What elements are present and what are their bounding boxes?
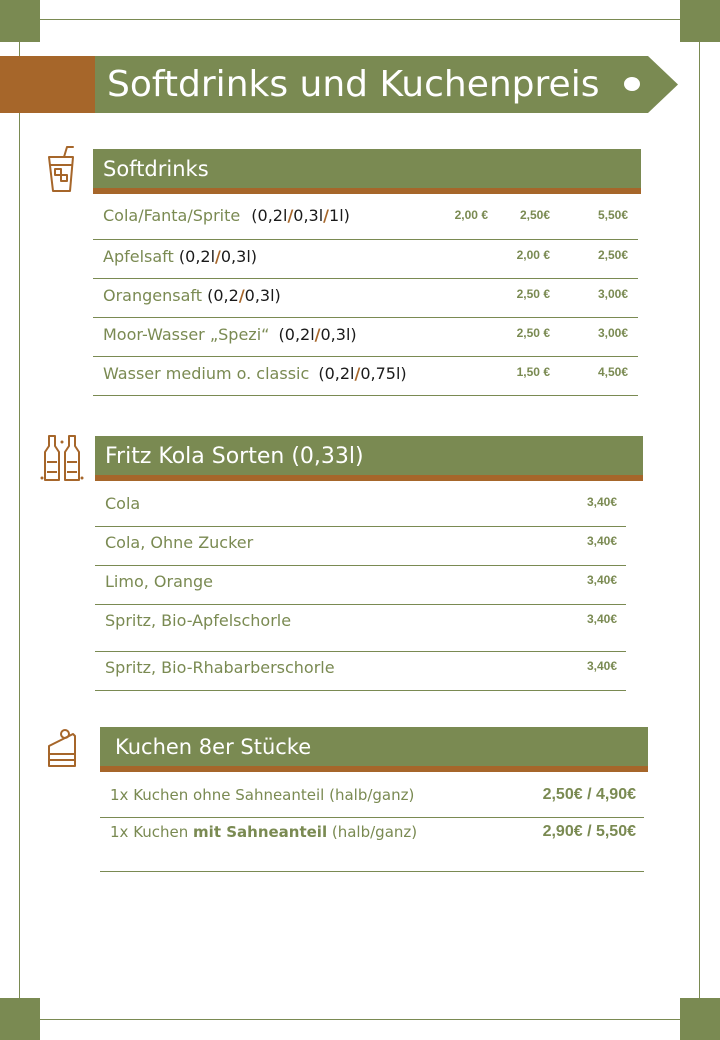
corner-bottom-left (0, 998, 40, 1040)
item-price: 3,40€ (586, 659, 617, 673)
item-name: Apfelsaft (103, 247, 174, 266)
fritz-header-bar (95, 475, 643, 481)
title-accent-block (0, 56, 95, 113)
item-sizes: (0,2l/0,3l/1l) (251, 206, 350, 225)
item-price: 2,50€ (519, 208, 550, 222)
drink-glass-icon (46, 145, 76, 195)
frame-right (699, 42, 700, 998)
size-separator: / (314, 325, 321, 344)
item-price: 2,50 € (516, 287, 550, 301)
item-sizes: (0,2l/0,3l) (278, 325, 357, 344)
item-price: 2,50 € (516, 326, 550, 340)
size-separator: / (287, 206, 294, 225)
frame-left (19, 42, 20, 998)
item-price: 3,40€ (586, 573, 617, 587)
item-name: Cola, Ohne Zucker (105, 533, 254, 552)
list-item (100, 772, 644, 818)
frame-bottom (40, 1019, 680, 1020)
title-banner (95, 56, 678, 113)
frame-top (40, 19, 680, 20)
item-price: 2,50€ / 4,90€ (542, 786, 636, 803)
item-price: 2,00 € (516, 248, 550, 262)
fritz-header (95, 436, 643, 475)
item-name: Moor-Wasser „Spezi“ (103, 325, 270, 344)
item-name: 1x Kuchen (110, 823, 194, 841)
item-name: Spritz, Bio-Apfelschorle (105, 611, 292, 630)
kuchen-header (100, 727, 648, 766)
corner-top-left (0, 0, 40, 42)
list-item (95, 483, 626, 527)
list-item (100, 817, 644, 872)
corner-bottom-right (680, 998, 720, 1040)
item-sizes: (0,2l/0,3l) (178, 247, 258, 266)
list-item (95, 565, 626, 605)
item-name: Cola/Fanta/Sprite (103, 206, 241, 225)
item-price: 2,50€ (597, 248, 628, 262)
item-name-emphasis: mit Sahneanteil (193, 823, 328, 841)
item-price: 2,90€ / 5,50€ (542, 823, 636, 840)
item-price: 1,50 € (516, 365, 550, 379)
item-name-suffix: (halb/ganz) (324, 786, 415, 804)
item-name: Wasser medium o. classic (103, 364, 310, 383)
list-item (93, 356, 638, 396)
item-name: Orangensaft (103, 286, 203, 305)
size-separator: / (323, 206, 330, 225)
list-item (95, 604, 626, 652)
item-price: 3,40€ (586, 495, 617, 509)
size-separator: / (215, 247, 221, 266)
softdrinks-title: Softdrinks (103, 157, 209, 181)
list-item (93, 239, 638, 279)
item-sizes: (0,2l/0,75l) (318, 364, 407, 383)
item-price: 3,40€ (586, 612, 617, 626)
item-name: Cola (105, 494, 141, 513)
fritz-title: Fritz Kola Sorten (0,33l) (105, 444, 364, 469)
softdrinks-header (93, 149, 641, 188)
item-name: Spritz, Bio-Rhabarberschorle (105, 658, 335, 677)
kuchen-title: Kuchen 8er Stücke (115, 735, 312, 759)
page-title: Softdrinks und Kuchenpreis (107, 64, 600, 105)
item-price: 4,50€ (597, 365, 628, 379)
list-item (93, 317, 638, 357)
item-price: 5,50€ (597, 208, 628, 222)
list-item (95, 526, 626, 566)
cake-slice-icon (47, 728, 77, 772)
item-name-suffix: (halb/ganz) (327, 823, 418, 841)
list-item (93, 194, 638, 240)
item-name: Limo, Orange (105, 572, 214, 591)
item-price: 3,40€ (586, 534, 617, 548)
corner-top-right (680, 0, 720, 42)
item-price: 2,00 € (454, 208, 488, 222)
bottles-icon (39, 434, 85, 484)
list-item (93, 278, 638, 318)
item-price: 3,00€ (597, 287, 628, 301)
list-item (95, 651, 626, 691)
item-price: 3,00€ (597, 326, 628, 340)
size-separator: / (354, 364, 361, 383)
item-name: 1x Kuchen ohne Sahneanteil (110, 786, 325, 804)
item-sizes: (0,2/0,3l) (207, 286, 281, 305)
size-separator: / (238, 286, 245, 305)
